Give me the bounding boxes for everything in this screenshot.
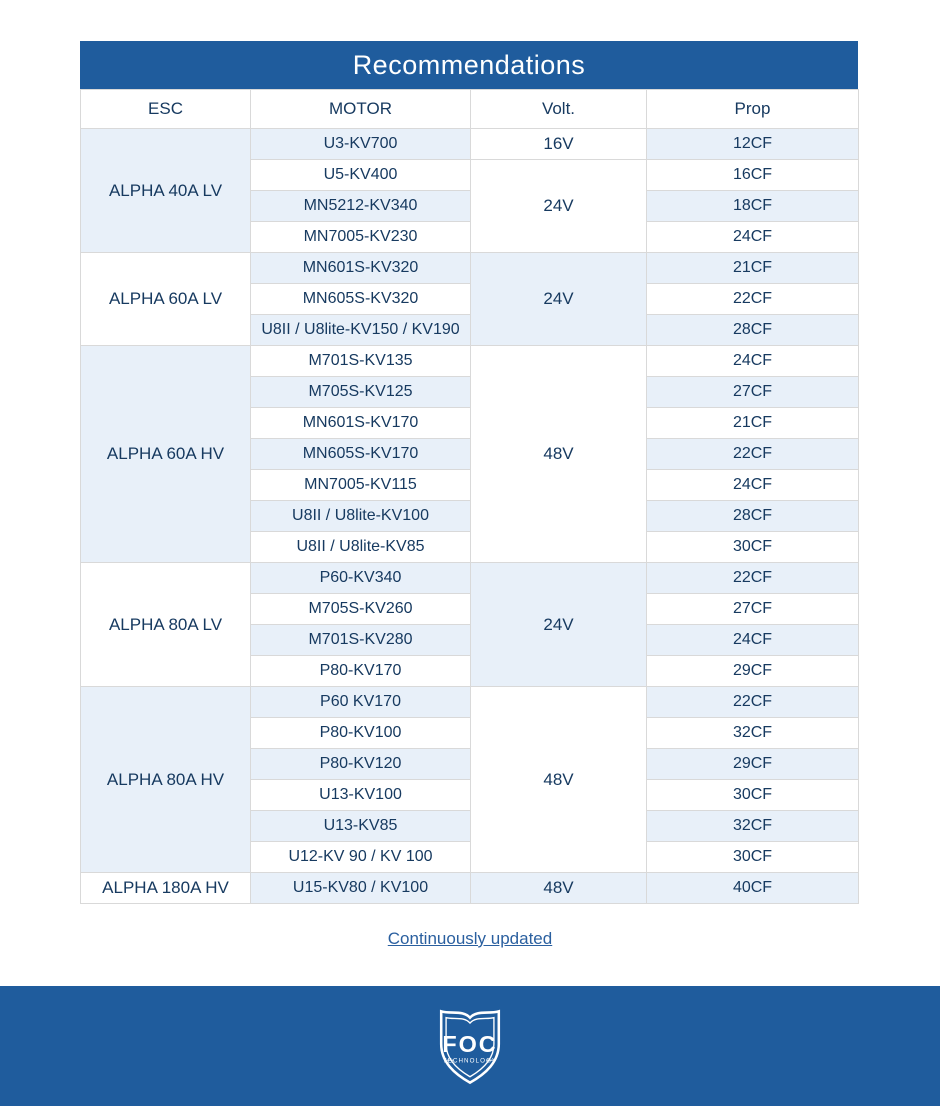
table-header-row bbox=[81, 90, 859, 129]
footer-band bbox=[0, 986, 940, 1106]
esc-cell: ALPHA 40A LV bbox=[81, 129, 251, 253]
logo-title-text: FOC bbox=[442, 1030, 498, 1057]
continuously-updated-note bbox=[0, 929, 940, 949]
prop-cell: 24CF bbox=[647, 470, 859, 501]
table-title: Recommendations bbox=[352, 49, 586, 80]
volt-cell: 24V bbox=[471, 253, 647, 346]
prop-cell: 27CF bbox=[647, 594, 859, 625]
prop-cell: 32CF bbox=[647, 811, 859, 842]
volt-cell: 48V bbox=[471, 687, 647, 873]
motor-cell: P60 KV170 bbox=[251, 687, 471, 718]
table-row bbox=[81, 253, 859, 284]
motor-cell: M705S-KV125 bbox=[251, 377, 471, 408]
prop-cell: 22CF bbox=[647, 563, 859, 594]
continuously-updated-link[interactable]: Continuously updated bbox=[387, 929, 553, 948]
table-row bbox=[81, 687, 859, 718]
column-header-motor: MOTOR bbox=[251, 90, 471, 129]
motor-cell: U15-KV80 / KV100 bbox=[251, 873, 471, 904]
prop-cell: 40CF bbox=[647, 873, 859, 904]
motor-cell: MN7005-KV115 bbox=[251, 470, 471, 501]
prop-cell: 30CF bbox=[647, 780, 859, 811]
prop-cell: 12CF bbox=[647, 129, 859, 160]
column-header-volt: Volt. bbox=[471, 90, 647, 129]
prop-cell: 22CF bbox=[647, 439, 859, 470]
motor-cell: MN5212-KV340 bbox=[251, 191, 471, 222]
foc-technology-shield-logo bbox=[436, 1005, 504, 1087]
motor-cell: P80-KV100 bbox=[251, 718, 471, 749]
motor-cell: P60-KV340 bbox=[251, 563, 471, 594]
recommendations-table bbox=[80, 89, 859, 904]
prop-cell: 29CF bbox=[647, 656, 859, 687]
column-header-prop: Prop bbox=[647, 90, 859, 129]
volt-cell: 48V bbox=[471, 873, 647, 904]
table-row bbox=[81, 129, 859, 160]
volt-cell: 16V bbox=[471, 129, 647, 160]
motor-cell: U12-KV 90 / KV 100 bbox=[251, 842, 471, 873]
prop-cell: 27CF bbox=[647, 377, 859, 408]
motor-cell: P80-KV170 bbox=[251, 656, 471, 687]
table-row bbox=[81, 563, 859, 594]
prop-cell: 21CF bbox=[647, 253, 859, 284]
prop-cell: 21CF bbox=[647, 408, 859, 439]
motor-cell: U8II / U8lite-KV150 / KV190 bbox=[251, 315, 471, 346]
esc-cell: ALPHA 60A LV bbox=[81, 253, 251, 346]
motor-cell: MN605S-KV170 bbox=[251, 439, 471, 470]
motor-cell: P80-KV120 bbox=[251, 749, 471, 780]
motor-cell: U13-KV85 bbox=[251, 811, 471, 842]
motor-cell: MN7005-KV230 bbox=[251, 222, 471, 253]
prop-cell: 29CF bbox=[647, 749, 859, 780]
esc-cell: ALPHA 80A LV bbox=[81, 563, 251, 687]
prop-cell: 28CF bbox=[647, 501, 859, 532]
volt-cell: 24V bbox=[471, 160, 647, 253]
prop-cell: 22CF bbox=[647, 687, 859, 718]
esc-cell: ALPHA 80A HV bbox=[81, 687, 251, 873]
prop-cell: 28CF bbox=[647, 315, 859, 346]
column-header-esc: ESC bbox=[81, 90, 251, 129]
prop-cell: 24CF bbox=[647, 222, 859, 253]
table-row bbox=[81, 873, 859, 904]
prop-cell: 18CF bbox=[647, 191, 859, 222]
motor-cell: U3-KV700 bbox=[251, 129, 471, 160]
volt-cell: 48V bbox=[471, 346, 647, 563]
esc-cell: ALPHA 180A HV bbox=[81, 873, 251, 904]
prop-cell: 30CF bbox=[647, 532, 859, 563]
esc-cell: ALPHA 60A HV bbox=[81, 346, 251, 563]
volt-cell: 24V bbox=[471, 563, 647, 687]
motor-cell: M705S-KV260 bbox=[251, 594, 471, 625]
motor-cell: MN605S-KV320 bbox=[251, 284, 471, 315]
motor-cell: U13-KV100 bbox=[251, 780, 471, 811]
motor-cell: MN601S-KV320 bbox=[251, 253, 471, 284]
motor-cell: U5-KV400 bbox=[251, 160, 471, 191]
prop-cell: 16CF bbox=[647, 160, 859, 191]
logo-subtitle-text: TECHNOLOGY bbox=[442, 1057, 498, 1065]
recommendations-table-section bbox=[80, 41, 858, 904]
motor-cell: U8II / U8lite-KV85 bbox=[251, 532, 471, 563]
prop-cell: 22CF bbox=[647, 284, 859, 315]
motor-cell: M701S-KV135 bbox=[251, 346, 471, 377]
motor-cell: M701S-KV280 bbox=[251, 625, 471, 656]
motor-cell: MN601S-KV170 bbox=[251, 408, 471, 439]
prop-cell: 24CF bbox=[647, 346, 859, 377]
motor-cell: U8II / U8lite-KV100 bbox=[251, 501, 471, 532]
prop-cell: 30CF bbox=[647, 842, 859, 873]
prop-cell: 24CF bbox=[647, 625, 859, 656]
table-row bbox=[81, 346, 859, 377]
prop-cell: 32CF bbox=[647, 718, 859, 749]
table-title-bar bbox=[80, 41, 858, 89]
